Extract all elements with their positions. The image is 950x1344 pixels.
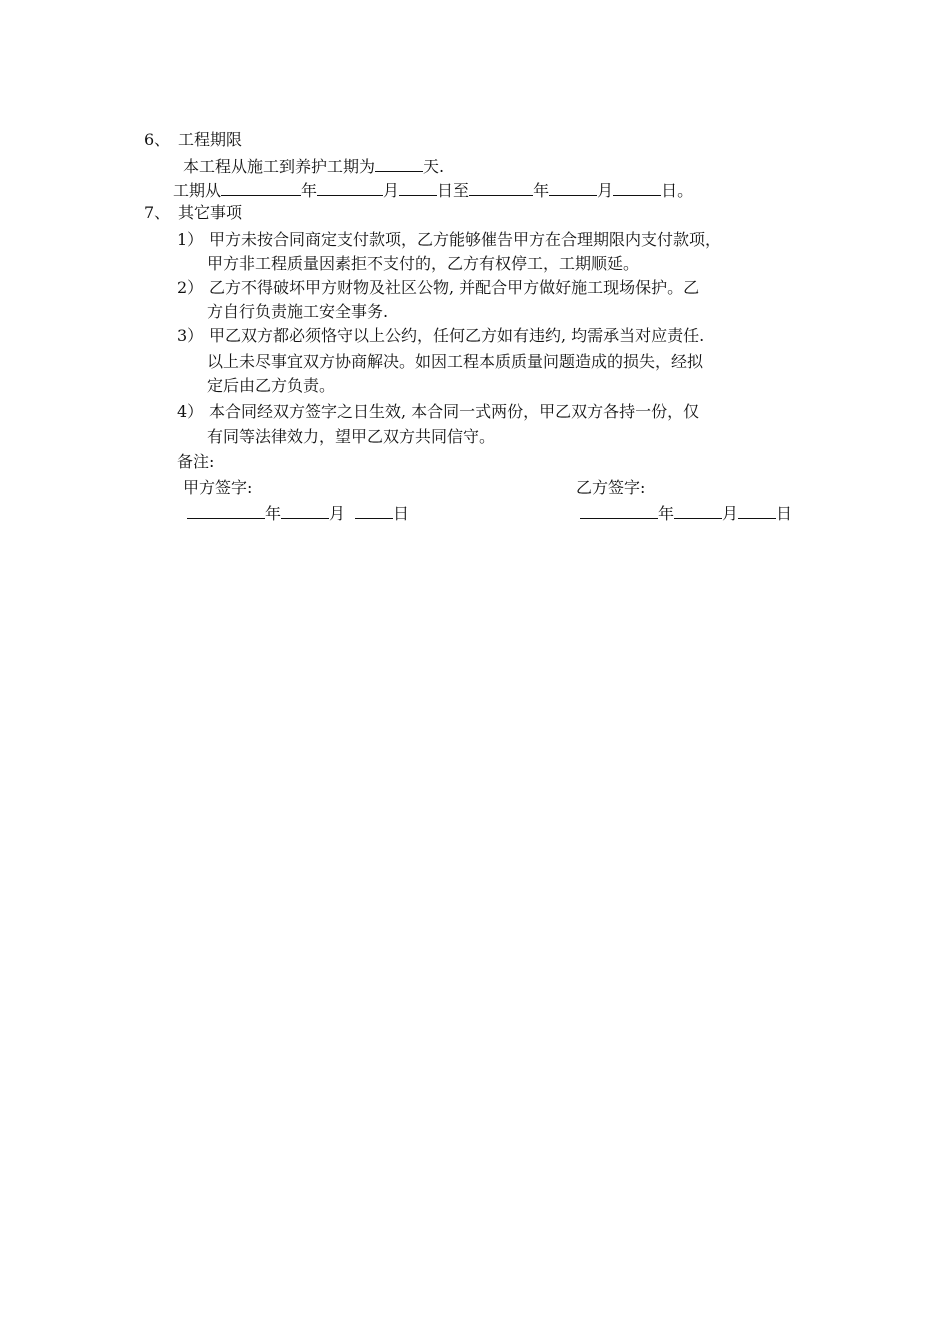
party-b-month-label: 月 (722, 504, 739, 523)
section-6-period-line (173, 177, 693, 201)
party-b-day-blank[interactable] (738, 500, 776, 519)
remarks-label (177, 450, 214, 474)
duration-days-blank[interactable] (375, 153, 423, 172)
party-a-day-label: 日 (393, 504, 410, 523)
item-1-number: 1） (177, 230, 204, 249)
end-month-blank[interactable] (549, 177, 597, 196)
duration-unit: 天. (423, 157, 445, 176)
item-2-number: 2） (177, 278, 204, 297)
item-3-line-1 (177, 324, 704, 348)
item-4-text: 本合同经双方签字之日生效, 本合同一式两份，甲乙双方各持一份，仅 (209, 402, 700, 421)
item-3-text-cont: 以上未尽事宜双方协商解决。如因工程本质质量问题造成的损失，经拟 (207, 352, 704, 371)
party-a-day-blank[interactable] (355, 500, 393, 519)
section-6-number: 6、 (144, 130, 171, 149)
item-4-text-cont: 有同等法律效力，望甲乙双方共同信守。 (207, 427, 496, 446)
item-4-number: 4） (177, 402, 204, 421)
remarks-text: 备注: (177, 452, 215, 471)
item-1-text: 甲方未按合同商定支付款项，乙方能够催告甲方在合理期限内支付款项， (209, 230, 722, 249)
section-6-duration-line (183, 153, 444, 177)
party-b-day-label: 日 (776, 504, 793, 523)
section-7-title: 其它事项 (178, 203, 243, 222)
party-b-year-label: 年 (658, 504, 675, 523)
item-4-line-1 (177, 400, 699, 424)
item-1-line-2 (207, 252, 639, 276)
item-3-line-3 (207, 374, 335, 398)
party-b-year-blank[interactable] (580, 500, 658, 519)
start-month-label: 月 (383, 181, 400, 200)
item-3-line-2 (207, 350, 703, 374)
item-2-line-1 (177, 276, 699, 300)
start-month-blank[interactable] (317, 177, 383, 196)
end-year-label: 年 (533, 181, 550, 200)
item-4-line-2 (207, 425, 495, 449)
end-day-blank[interactable] (613, 177, 661, 196)
start-day-label: 日至 (437, 181, 470, 200)
end-day-label: 日。 (661, 181, 694, 200)
start-day-blank[interactable] (399, 177, 437, 196)
party-b-signature-label (576, 476, 645, 500)
item-1-text-cont: 甲方非工程质量因素拒不支付的，乙方有权停工，工期顺延。 (207, 254, 640, 273)
party-a-month-label: 月 (329, 504, 346, 523)
duration-text: 本工程从施工到养护工期为 (183, 157, 376, 176)
end-year-blank[interactable] (469, 177, 533, 196)
end-month-label: 月 (597, 181, 614, 200)
party-a-signature-label (183, 476, 252, 500)
item-3-text: 甲乙双方都必须恪守以上公约，任何乙方如有违约, 均需承当对应责任. (209, 326, 705, 345)
item-2-line-2 (207, 300, 388, 324)
party-a-year-label: 年 (265, 504, 282, 523)
item-2-text-cont: 方自行负责施工安全事务. (207, 302, 389, 321)
party-a-month-blank[interactable] (281, 500, 329, 519)
item-3-text-cont-2: 定后由乙方负责。 (207, 376, 336, 395)
item-1-line-1 (177, 228, 721, 252)
start-year-label: 年 (301, 181, 318, 200)
item-3-number: 3） (177, 326, 204, 345)
item-2-text: 乙方不得破坏甲方财物及社区公物, 并配合甲方做好施工现场保护。乙 (209, 278, 700, 297)
period-start-text: 工期从 (173, 181, 222, 200)
section-7-number: 7、 (144, 203, 171, 222)
party-b-month-blank[interactable] (674, 500, 722, 519)
section-6-title: 工程期限 (178, 130, 243, 149)
party-b-label: 乙方签字: (576, 478, 646, 497)
party-a-date-line (187, 500, 409, 524)
party-b-date-line (580, 500, 792, 524)
section-6-heading (144, 128, 242, 152)
party-a-label: 甲方签字: (183, 478, 253, 497)
section-7-heading (144, 201, 242, 225)
party-a-year-blank[interactable] (187, 500, 265, 519)
start-year-blank[interactable] (221, 177, 301, 196)
